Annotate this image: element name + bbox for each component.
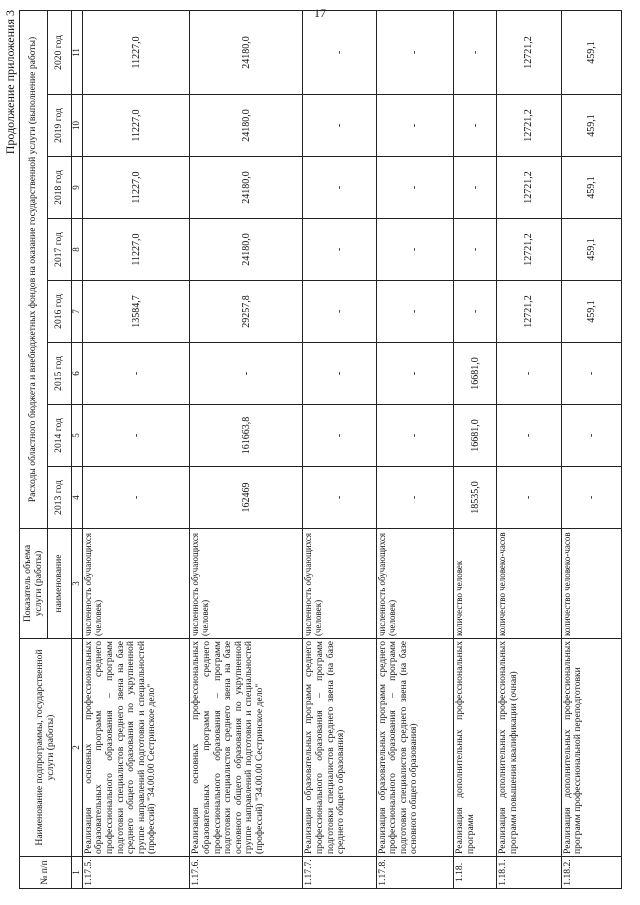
expense-value: -: [303, 10, 376, 94]
expense-value: 12721,2: [497, 219, 562, 281]
expense-value: -: [561, 405, 621, 467]
expense-value: 29257,8: [190, 281, 303, 343]
service-name: Реализация дополнительных профессиональных программ: [454, 639, 497, 857]
col-index: 10: [72, 95, 83, 157]
expense-value: 459,1: [561, 157, 621, 219]
row-number: 1.18.: [454, 857, 497, 889]
col-index: 9: [72, 157, 83, 219]
expense-value: -: [376, 219, 453, 281]
service-name: Реализация дополнительных профессиональных программ повышения квалификации (очная): [497, 639, 562, 857]
expense-value: -: [82, 405, 190, 467]
col-index: 5: [72, 405, 83, 467]
header-expenses: Расходы областного бюджета и внебюджетных фондов на оказание государственной услуги (выполнение работы): [20, 10, 48, 528]
expense-value: -: [303, 281, 376, 343]
expense-value: 12721,2: [497, 157, 562, 219]
expense-value: -: [376, 10, 453, 94]
expense-value: -: [303, 95, 376, 157]
expense-value: -: [497, 343, 562, 405]
expense-value: -: [497, 405, 562, 467]
expense-value: 16681,0: [454, 405, 497, 467]
header-year: 2016 год: [48, 281, 72, 343]
expense-value: -: [561, 467, 621, 529]
expense-value: -: [376, 405, 453, 467]
expense-value: 13584,7: [82, 281, 190, 343]
header-year: 2015 год: [48, 343, 72, 405]
service-name: Реализация дополнительных профессиональных программ профессиональной переподготовки: [561, 639, 621, 857]
col-index: 4: [72, 467, 83, 529]
expense-value: -: [561, 343, 621, 405]
table-row: [561, 10, 621, 888]
row-number: 1.17.5.: [82, 857, 190, 889]
row-number: 1.18.1.: [497, 857, 562, 889]
expense-value: 24180,0: [190, 157, 303, 219]
expense-value: 12721,2: [497, 10, 562, 94]
col-index: 8: [72, 219, 83, 281]
header-year: 2020 год: [48, 10, 72, 94]
expense-value: -: [376, 467, 453, 529]
expense-value: -: [454, 10, 497, 94]
expense-value: -: [454, 219, 497, 281]
expense-value: 11227,0: [82, 219, 190, 281]
expense-value: -: [454, 95, 497, 157]
expense-value: -: [82, 343, 190, 405]
col-index: 7: [72, 281, 83, 343]
expense-value: 459,1: [561, 281, 621, 343]
expense-value: 459,1: [561, 10, 621, 94]
table-body: [82, 10, 621, 888]
row-number: 1.18.2.: [561, 857, 621, 889]
header-year: 2014 год: [48, 405, 72, 467]
header-indicator-name: наименование: [48, 529, 72, 639]
table-row: [190, 10, 303, 888]
table-row: [454, 10, 497, 888]
expense-value: -: [376, 281, 453, 343]
header-year: 2018 год: [48, 157, 72, 219]
indicator-name: количество человек: [454, 529, 497, 639]
expense-value: 12721,2: [497, 95, 562, 157]
expense-value: -: [303, 405, 376, 467]
indicator-name: количество человеко-часов: [497, 529, 562, 639]
expense-value: 24180,0: [190, 10, 303, 94]
page-number: 17: [314, 6, 326, 20]
header-service: Наименование подпрограммы, государственной услуги (работы): [20, 639, 72, 857]
continuation-title: Продолжение приложения 3: [3, 10, 17, 155]
expense-value: -: [376, 95, 453, 157]
expense-value: 18535,0: [454, 467, 497, 529]
header-indicator-group: Показатель объема услуги (работы): [20, 529, 48, 639]
row-number: 1.17.6.: [190, 857, 303, 889]
expense-value: 162469: [190, 467, 303, 529]
table-row: [82, 10, 190, 888]
expense-value: 24180,0: [190, 219, 303, 281]
expense-value: -: [454, 157, 497, 219]
header-year: 2013 год: [48, 467, 72, 529]
row-number: 1.17.7.: [303, 857, 376, 889]
service-name: Реализация основных профессиональных образовательных программ среднего профессионального образования – программ подготовки специалистов среднего звена на базе среднего общего образования по укрупненной группе направлений подготовки и специальностей (профессий) "34.00.00 Сестринское дело": [82, 639, 190, 857]
col-index: 2: [72, 639, 83, 857]
expense-value: -: [303, 467, 376, 529]
col-index: 3: [72, 529, 83, 639]
indicator-name: численность обучающихся (человек): [303, 529, 376, 639]
expense-value: -: [190, 343, 303, 405]
expense-value: -: [454, 281, 497, 343]
row-number: 1.17.8.: [376, 857, 453, 889]
expense-value: -: [303, 219, 376, 281]
indicator-name: количество человеко-часов: [561, 529, 621, 639]
indicator-name: численность обучающихся (человек): [190, 529, 303, 639]
table-row: [497, 10, 562, 888]
expense-value: -: [376, 157, 453, 219]
indicator-name: численность обучающихся (человек): [82, 529, 190, 639]
expense-value: -: [497, 467, 562, 529]
expense-value: -: [303, 157, 376, 219]
expense-value: 16681,0: [454, 343, 497, 405]
col-index: 11: [72, 10, 83, 94]
expense-value: 12721,2: [497, 281, 562, 343]
service-name: Реализация образовательных программ среднего профессионального образования – программ подготовки специалистов среднего звена (на базе среднего общего образования): [303, 639, 376, 857]
col-index: 1: [72, 857, 83, 889]
expense-value: 11227,0: [82, 157, 190, 219]
expenses-table: [19, 10, 622, 889]
expense-value: -: [303, 343, 376, 405]
header-year: 2019 год: [48, 95, 72, 157]
expense-value: 161663,8: [190, 405, 303, 467]
expense-value: 459,1: [561, 95, 621, 157]
header-num: № п/п: [20, 857, 72, 889]
indicator-name: численность обучающихся (человек): [376, 529, 453, 639]
expense-value: 459,1: [561, 219, 621, 281]
service-name: Реализация образовательных программ среднего профессионального образования – программ подготовки специалистов среднего звена (на базе основного общего образования): [376, 639, 453, 857]
expense-value: -: [82, 467, 190, 529]
expense-value: 24180,0: [190, 95, 303, 157]
table-row: [376, 10, 453, 888]
expense-value: -: [376, 343, 453, 405]
table-row: [303, 10, 376, 888]
header-year: 2017 год: [48, 219, 72, 281]
expense-value: 11227,0: [82, 95, 190, 157]
col-index: 6: [72, 343, 83, 405]
service-name: Реализация основных профессиональных образовательных программ среднего профессионального образования – программ подготовки специалистов среднего звена на базе основного общего образования по укрупненной группе направлений подготовки и специальностей (профессий) "34.00.00 Сестринское дело": [190, 639, 303, 857]
expense-value: 11227,0: [82, 10, 190, 94]
